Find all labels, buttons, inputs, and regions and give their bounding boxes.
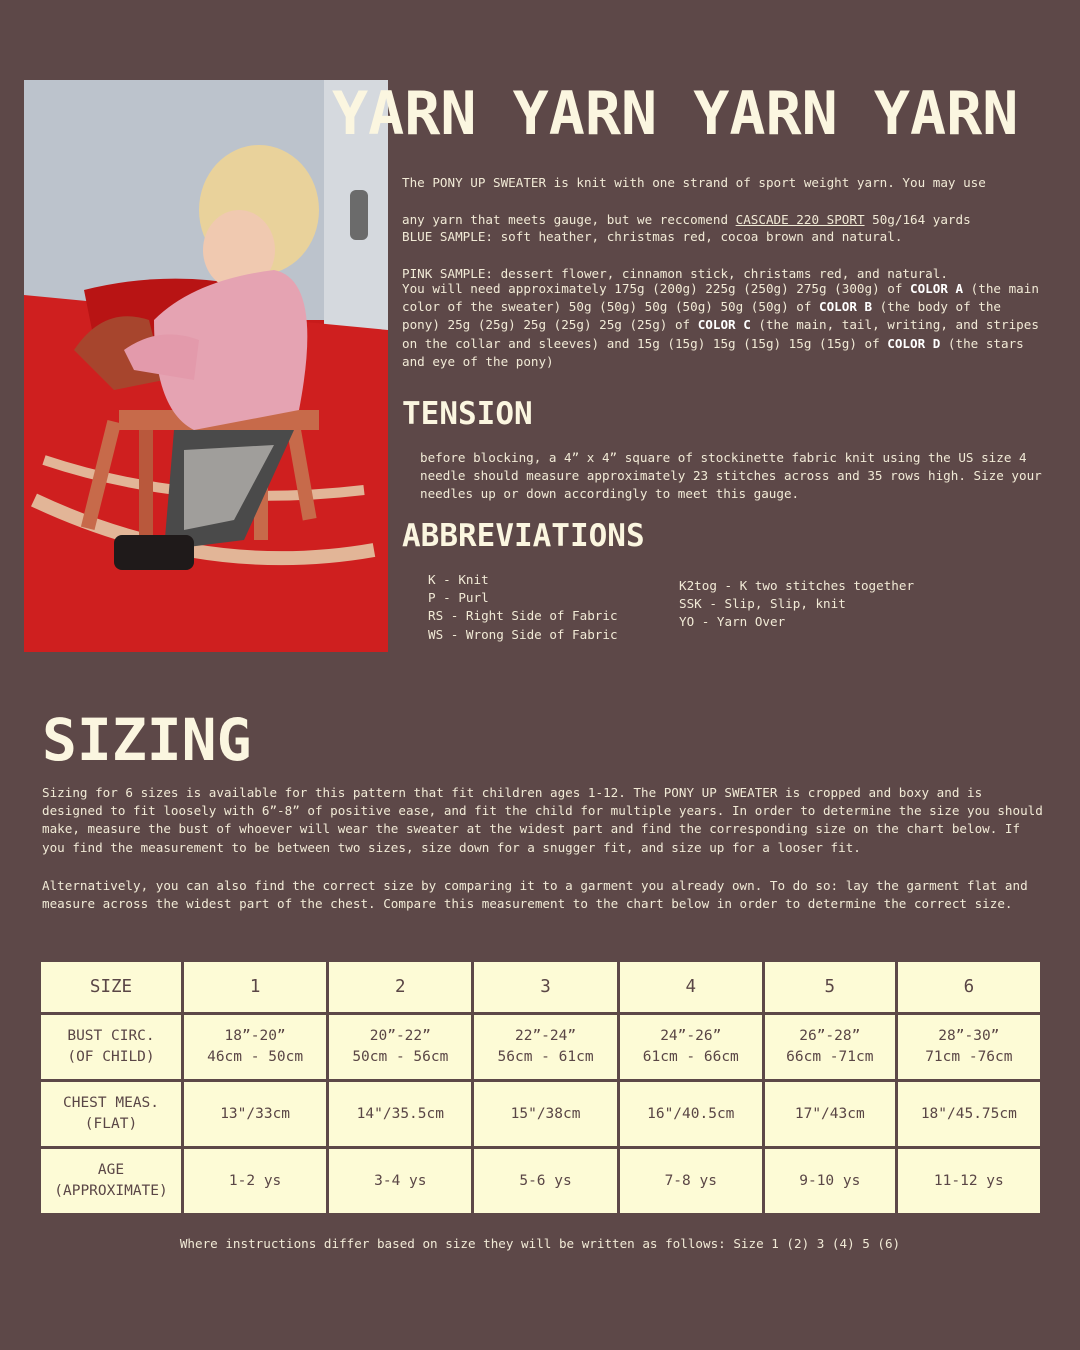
table-cell: 5-6 ys	[474, 1149, 616, 1213]
row-label-line: (OF CHILD)	[67, 1049, 155, 1065]
row-label-line: AGE	[97, 1162, 125, 1178]
table-row-bust	[41, 1015, 1040, 1079]
abbreviation-item: SSK - Slip, Slip, knit	[679, 596, 846, 612]
cell-line: 28”-30”	[938, 1028, 1000, 1044]
table-header-cell: 3	[474, 962, 616, 1012]
table-cell	[184, 1015, 326, 1079]
sizing-paragraph-1: Sizing for 6 sizes is available for this pattern that fit children ages 1-12. The PONY UP SWEATER is cropped and boxy and is designed to fit loosely with 6”-8” of positive ease, and fit the child for multiple years. In order to determine the size you should make, measure the bust of whoever will wear the sweater at the widest part and find the corresponding size on the chart below. If you find the measurement to be between two sizes, size down for a snugger fit, and size up for a looser fit.	[42, 785, 1043, 855]
row-label-line: BUST CIRC.	[67, 1028, 155, 1044]
cell-line: 22”-24”	[514, 1028, 577, 1044]
abbreviation-item: K2tog - K two stitches together	[679, 578, 915, 593]
pink-sample-text: PINK SAMPLE: dessert flower, cinnamon stick, christams red, and natural.	[402, 265, 948, 281]
table-cell: 11-12 ys	[898, 1149, 1040, 1213]
cell-line: 71cm -76cm	[925, 1049, 1013, 1065]
row-label-line: CHEST MEAS.	[62, 1095, 160, 1111]
cascade-yarn-link[interactable]: CASCADE 220 SPORT	[735, 211, 865, 227]
cell-line: 61cm - 66cm	[642, 1049, 739, 1065]
table-cell: 7-8 ys	[620, 1149, 762, 1213]
table-header-cell: 5	[765, 962, 895, 1012]
cell-line: 56cm - 61cm	[497, 1049, 594, 1065]
abbreviations-right-list	[679, 577, 914, 632]
row-label-cell	[41, 1015, 181, 1079]
cell-line: 20”-22”	[369, 1028, 431, 1044]
amounts-text-3: (the body of the pony) 25g (25g) 25g (25g) 25g (25g) of	[402, 299, 1001, 333]
intro-line-1: The PONY UP SWEATER is knit with one strand of sport weight yarn. You may use	[402, 175, 986, 191]
size-chart-table	[38, 959, 1043, 1216]
cell-line: 46cm - 50cm	[207, 1049, 304, 1065]
child-on-rocking-horse-photo	[24, 80, 388, 652]
row-label-cell	[41, 1149, 181, 1213]
table-cell: 14"/35.5cm	[329, 1082, 471, 1146]
sizing-paragraph-2: Alternatively, you can also find the correct size by comparing it to a garment you already own. To do so: lay the garment flat and measure across the widest part of the chest. Compare this measurement to the chart below in order to determine the correct size.	[42, 878, 1028, 912]
amounts-text-2: (the main color of the sweater) 50g (50g) 50g (50g) 50g (50g) of	[402, 281, 1039, 315]
table-header-cell: 1	[184, 962, 326, 1012]
cell-line: 50cm - 56cm	[352, 1049, 449, 1065]
blue-sample-text: BLUE SAMPLE: soft heather, christmas red, cocoa brown and natural.	[402, 229, 903, 245]
abbreviation-item: P - Purl	[428, 590, 489, 606]
table-cell: 13"/33cm	[184, 1082, 326, 1146]
yarn-amounts-paragraph	[402, 280, 1044, 371]
color-d-label: COLOR D	[887, 335, 941, 351]
amounts-text-1: You will need approximately 175g (200g) 225g (250g) 275g (300g) of	[402, 281, 910, 296]
samples-paragraph	[402, 210, 1062, 283]
size-notation-note: Where instructions differ based on size they will be written as follows: Size 1 (2) 3 (4) 5 (6)	[179, 1236, 901, 1251]
row-label-line: (FLAT)	[84, 1116, 138, 1132]
color-a-label: COLOR A	[910, 281, 964, 296]
abbreviations-heading: ABBREVIATIONS	[402, 518, 645, 554]
color-b-label: COLOR B	[819, 299, 873, 315]
table-row-age	[41, 1149, 1040, 1213]
color-c-label: COLOR C	[697, 317, 751, 333]
intro-line-2-post: 50g/164 yards	[864, 211, 971, 227]
amounts-text-4: (the main, tail, writing, and stripes on the collar and sleeves) and 15g (15g) 15g (15g) 15g (15g) of	[402, 317, 1039, 351]
row-label-cell	[41, 1082, 181, 1146]
table-cell: 17"/43cm	[765, 1082, 895, 1146]
tension-heading: TENSION	[402, 396, 533, 432]
table-cell	[474, 1015, 616, 1079]
table-cell: 1-2 ys	[184, 1149, 326, 1213]
table-header-cell: SIZE	[41, 962, 181, 1012]
abbreviation-item: K - Knit	[428, 572, 489, 587]
table-header-cell: 6	[898, 962, 1040, 1012]
table-header-cell: 2	[329, 962, 471, 1012]
tension-text: before blocking, a 4” x 4” square of stockinette fabric knit using the US size 4 needle should measure approximately 23 stitches across and 35 rows high. Size your needles up or down accordingly to meet this gauge.	[420, 450, 1042, 502]
table-header-row	[41, 962, 1040, 1012]
cell-line: 26”-28”	[799, 1028, 861, 1044]
table-cell	[898, 1015, 1040, 1079]
intro-line-2-pre: any yarn that meets gauge, but we reccomend	[402, 211, 736, 227]
table-row-chest	[41, 1082, 1040, 1146]
table-cell: 9-10 ys	[765, 1149, 895, 1213]
sizing-heading: SIZING	[42, 706, 252, 774]
table-cell: 3-4 ys	[329, 1149, 471, 1213]
cell-line: 18”-20”	[224, 1028, 286, 1044]
cell-line: 24”-26”	[660, 1028, 722, 1044]
table-cell: 16"/40.5cm	[620, 1082, 762, 1146]
table-cell: 15"/38cm	[474, 1082, 616, 1146]
abbreviation-item: WS - Wrong Side of Fabric	[428, 626, 618, 642]
amounts-text-5: (the stars and eye of the pony)	[402, 335, 1024, 369]
table-cell: 18"/45.75cm	[898, 1082, 1040, 1146]
table-cell	[620, 1015, 762, 1079]
row-label-line: (APPROXIMATE)	[54, 1183, 168, 1199]
abbreviation-item: YO - Yarn Over	[679, 614, 786, 630]
table-cell	[765, 1015, 895, 1079]
abbreviations-left-list	[428, 571, 618, 644]
cell-line: 66cm -71cm	[786, 1049, 874, 1065]
abbreviation-item: RS - Right Side of Fabric	[428, 608, 618, 624]
table-cell	[329, 1015, 471, 1079]
table-header-cell: 4	[620, 962, 762, 1012]
yarn-title: YARN YARN YARN YARN	[332, 79, 1019, 149]
